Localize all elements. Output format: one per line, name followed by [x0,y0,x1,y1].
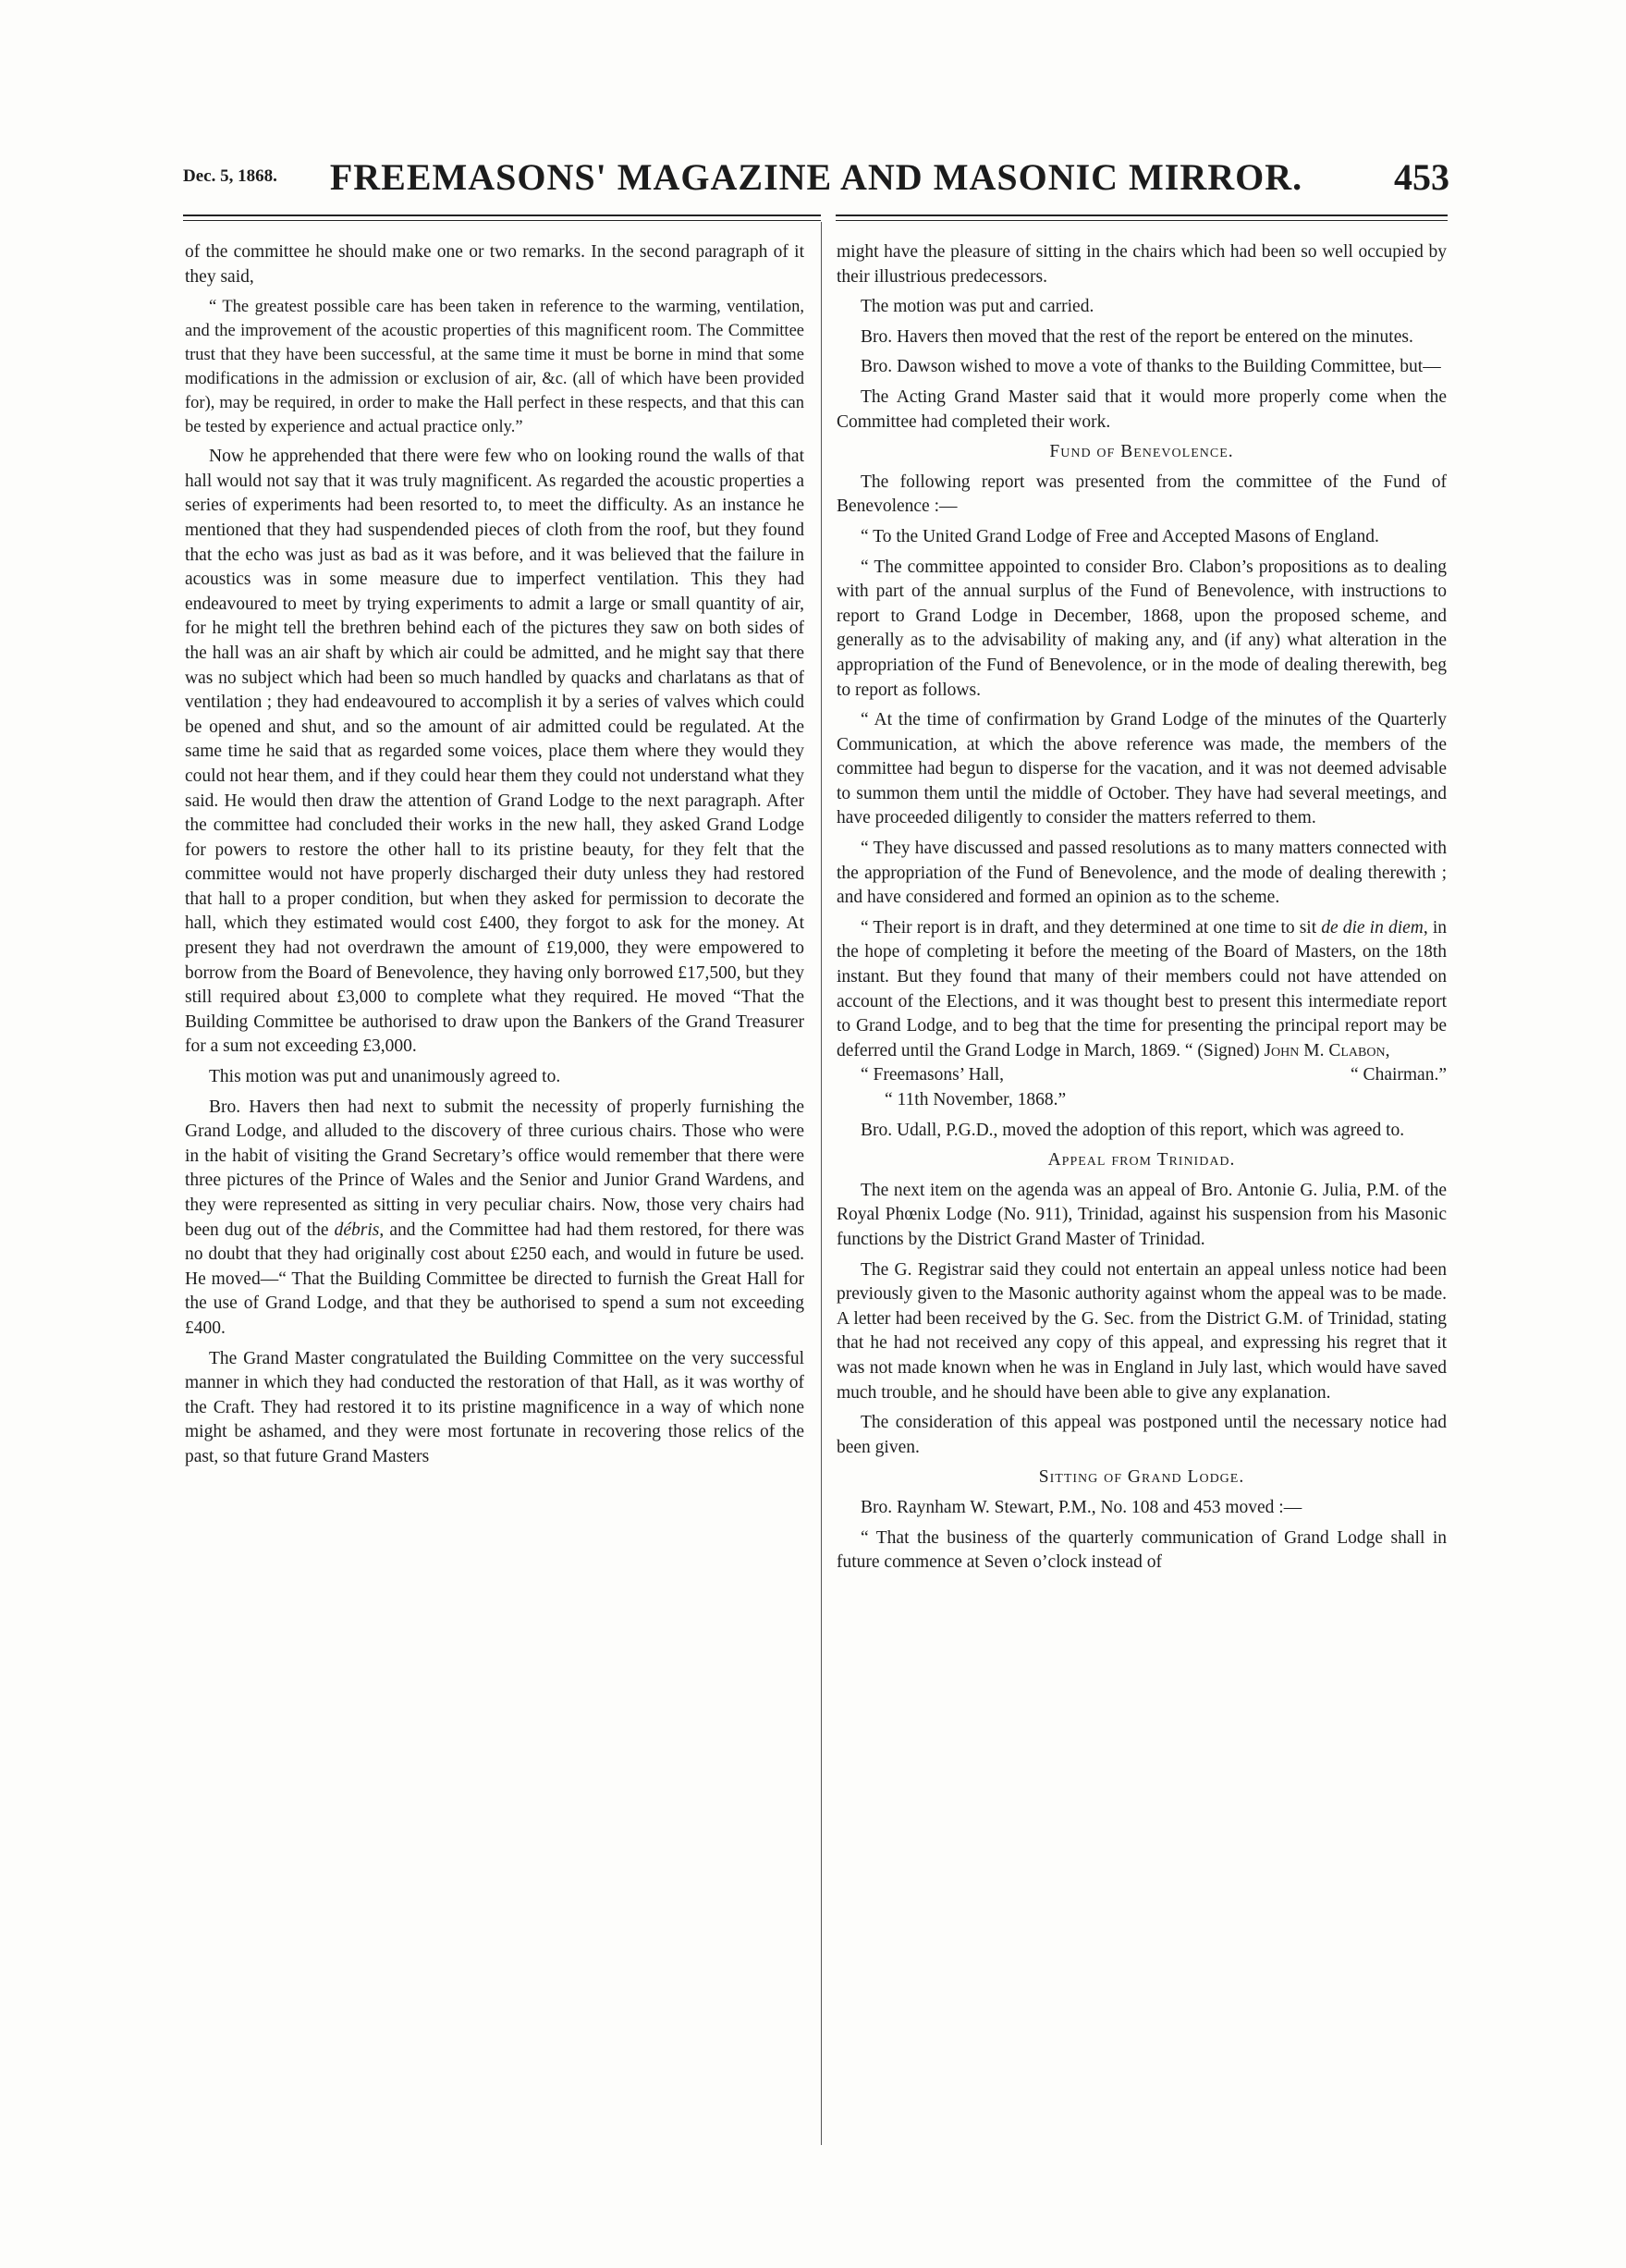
quoted-paragraph: “ The greatest possible care has been taken in reference to the warming, ventilation, and the improvement of the acoustic properties of this magnificent room. The Committee trust that they have been successful, at the same time it must be borne in mind that some modifications in the admission or exclusion of air, &c. (all of which have been provided for), may be required, in order to make the Hall perfect in these respects, and that this can be tested by experience and actual practice only.” [185,298,804,437]
paragraph: of the committee he should make one or two remarks. In the second paragraph of it they said, [185,242,804,287]
paragraph: The G. Registrar said they could not entertain an appeal unless notice had been previously given to the Masonic authority against whom the appeal was to be made. A letter had been received by the G. Sec. from the District G.M. of Trinidad, stating that he had not received any copy of this appeal, and expressing his regret that it was not made known when he was in England in July last, which would have saved much trouble, and he should have been able to give any explanation. [837,1259,1447,1403]
text-span: , and the Committee had had them restored, for there was no doubt that they had originally cost about £250 each, and would in future be used. He moved—“ That the Building Committee be directed to furnish the Great Hall for the use of Grand Lodge, and that they be authorised to spend a sum not exceeding £400. [185,1220,804,1338]
signer-name: John M. Clabon, [1264,1040,1390,1060]
paragraph: This motion was put and unanimously agreed to. [209,1067,561,1087]
paragraph: “ At the time of confirmation by Grand Lodge of the minutes of the Quarterly Communication, at which the above reference was made, the members of the committee had begun to disperse for the vacation, and it was not deemed advisable to summon them until the middle of October. They have had several meetings, and have proceeded diligently to consider the matters referred to them. [837,710,1447,828]
page-number: 453 [1394,156,1449,198]
issue-date: Dec. 5, 1868. [183,166,277,186]
header-rule-right [836,215,1448,216]
paragraph: Now he apprehended that there were few who on looking round the walls of that hall would not say that it was truly magnificent. As regarded the acoustic properties a series of experiments had been resorted to, to meet the difficulty. As an instance he mentioned that they had suspendended pieces of cloth from the roof, but they found that the echo was just as bad as it was before, and it was believed that the failure in acoustics was in some measure due to imperfect ventilation. This they had endeavoured to meet by trying experiments to admit a large or small quantity of air, for he might tell the brethren behind each of the pictures they saw on both sides of the hall was an air shaft by which air could be admitted, and he might say that there was no subject which had been so much handled by quacks and charlatans as that of ventilation ; they had endeavoured to accomplish it by a series of valves which could be opened and shut, and so the amount of air admitted could be regulated. At the same time he said that as regarded some voices, place them where they would they could not hear them, and if they could hear them they could not understand what they said. He would then draw the attention of Grand Lodge to the next paragraph. After the committee had concluded their works in the new hall, they asked Grand Lodge for powers to restore the other hall to its pristine beauty, for they felt that the committee would not have properly discharged their duty unless they had restored that hall to a proper condition, but when they asked for permission to decorate the hall, which they estimated would cost £400, they forgot to ask for the money. At present they had not overdrawn the amount of £19,000, they were empowered to borrow from the Board of Benevolence, they having only borrowed £17,500, but they still required about £3,000 to complete what they required. He moved “That the Building Committee be authorised to draw upon the Bankers of the Grand Treasurer for a sum not exceeding £3,000. [185,447,804,1057]
masthead-title: FREEMASONS' MAGAZINE AND MASONIC MIRROR. [329,156,1303,198]
paragraph: The next item on the agenda was an appeal of Bro. Antonie G. Julia, P.M. of the Royal Phœnix Lodge (No. 911), Trinidad, against his suspension from his Masonic functions by the District Grand Master of Trinidad. [837,1180,1447,1249]
header-rule-left [183,215,821,216]
section-heading-trinidad: Appeal from Trinidad. [1047,1150,1236,1171]
right-column [837,240,1447,1581]
paragraph [837,916,1447,1064]
italic-text: débris [334,1220,380,1240]
signed-label: “ (Signed) [1184,1040,1260,1060]
header-rule-left-thin [183,220,821,221]
paragraph: The Acting Grand Master said that it would more properly come when the Committee had completed their work. [837,386,1447,432]
paragraph: Bro. Raynham W. Stewart, P.M., No. 108 and 453 moved :— [861,1497,1302,1517]
paragraph [185,1096,804,1342]
paragraph: “ The committee appointed to consider Bro. Clabon’s propositions as to dealing with part of the annual surplus of the Fund of Benevolence, with instructions to report to Grand Lodge in December, 1868, upon the proposed scheme, and generally as to the advisability of making any, and (if any) what alteration in the appropriation of the Fund of Benevolence, or in the mode of dealing therewith, beg to report as follows. [837,557,1447,700]
text-span: Bro. Havers then had next to submit the necessity of properly furnishing the Grand Lodge, and alluded to the discovery of three curious chairs. Those who were in the habit of visiting the Grand Secretary’s office would remember that there were three pictures of the Prince of Wales and the Senior and Junior Grand Wardens, and they were represented as sitting in very peculiar chairs. Now, those very chairs had been dug out of the [185,1097,804,1240]
paragraph: might have the pleasure of sitting in the chairs which had been so well occupied by their illustrious predecessors. [837,242,1447,287]
paragraph: “ To the United Grand Lodge of Free and Accepted Masons of England. [861,526,1379,546]
section-heading-sitting: Sitting of Grand Lodge. [1038,1467,1245,1488]
text-span: “ Their report is in draft, and they determined at one time to sit [861,917,1322,938]
paragraph: “ That the business of the quarterly communication of Grand Lodge shall in future commence at Seven o’clock instead of [837,1527,1447,1573]
italic-text: de die in diem [1321,917,1424,938]
paragraph: The consideration of this appeal was postponed until the necessary notice had been given. [837,1413,1447,1457]
text-span: , in the hope of completing it before the meeting of the Board of Masters, on the 18th instant. But they found that many of their members could not have attended on account of the Elections, and it was thought best to present this intermediate report to Grand Lodge, and to beg that the time for presenting the principal report may be deferred until the Grand Lodge in March, 1869. [837,917,1448,1060]
signature-place: “ Freemasons’ Hall, [861,1065,1005,1085]
column-divider [821,222,822,2145]
paragraph: Bro. Havers then moved that the rest of the report be entered on the minutes. [861,326,1413,347]
page-header [183,155,1449,200]
header-rule-right-thin [836,220,1448,221]
section-heading-benevolence: Fund of Benevolence. [1049,442,1234,462]
paragraph: Bro. Dawson wished to move a vote of thanks to the Building Committee, but— [861,357,1441,377]
paragraph: The Grand Master congratulated the Building Committee on the very successful manner in which they had conducted the restoration of that Hall, as it was worthy of the Craft. They had restored it to its pristine magnificence in a way of which none might be ashamed, and they were most fortunate in recovering those relics of the past, so that future Grand Masters [185,1348,804,1466]
signature-date: “ 11th November, 1868.” [885,1090,1067,1109]
signature-line [837,1063,1447,1088]
paragraph: Bro. Udall, P.G.D., moved the adoption of this report, which was agreed to. [861,1120,1405,1140]
paragraph: The motion was put and carried. [861,297,1094,317]
signature-role: “ Chairman.” [1351,1065,1447,1085]
paragraph: The following report was presented from the committee of the Fund of Benevolence :— [837,472,1447,517]
paragraph: “ They have discussed and passed resolutions as to many matters connected with the appropriation of the Fund of Benevolence, and the mode of dealing therewith ; and have considered and formed an opinion as to the scheme. [837,839,1447,908]
left-column [185,240,804,1476]
